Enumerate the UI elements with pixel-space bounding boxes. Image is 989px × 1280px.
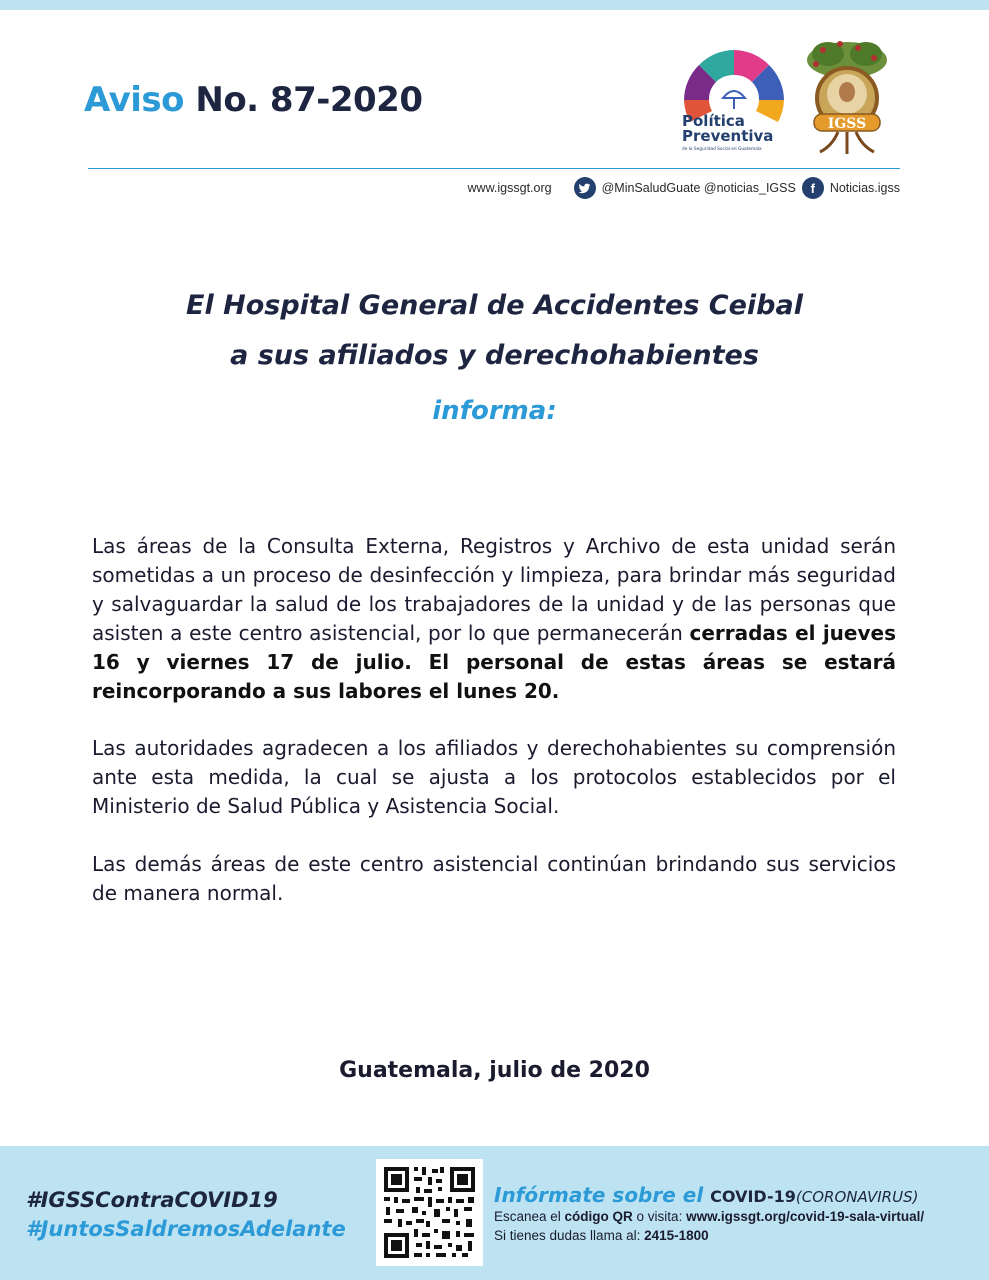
headline-informa: informa: bbox=[432, 396, 557, 426]
website-link[interactable]: www.igssgt.org bbox=[467, 181, 552, 195]
politica-preventiva-logo bbox=[678, 44, 790, 156]
social-links bbox=[468, 176, 900, 200]
covid-info-title-text: Infórmate sobre el bbox=[494, 1183, 711, 1207]
aviso-number: No. 87-2020 bbox=[195, 80, 423, 120]
page-title bbox=[84, 80, 422, 120]
covid-info bbox=[494, 1183, 964, 1245]
twitter-handles[interactable]: @MinSaludGuate @noticias_IGSS bbox=[601, 181, 796, 195]
header-divider bbox=[88, 168, 900, 169]
qr-code[interactable] bbox=[376, 1159, 483, 1266]
igss-logo bbox=[798, 36, 896, 156]
scan-line bbox=[494, 1207, 964, 1226]
phone-number[interactable]: 2415-1800 bbox=[644, 1228, 709, 1243]
paragraph-1-text: Las áreas de la Consulta Externa, Registros y Archivo de esta unidad serán sometidas a un proceso de desinfección y limpieza, para brindar más seguridad y salvaguardar la salud de los trabajadores de la unidad y de las personas que asisten a este centro asistencial, por lo que permanecerán bbox=[92, 534, 896, 645]
politica-text: Política bbox=[682, 112, 745, 130]
covid-label: COVID-19 bbox=[710, 1187, 796, 1206]
facebook-handle[interactable]: Noticias.igss bbox=[829, 181, 900, 195]
headline-line-2: a sus afiliados y derechohabientes bbox=[230, 340, 759, 371]
covid-info-title bbox=[494, 1183, 964, 1207]
headline-line-1: El Hospital General de Accidentes Ceibal bbox=[186, 290, 803, 321]
paragraph-3: Las demás áreas de este centro asistencial continúan brindando sus servicios de manera normal. bbox=[92, 852, 896, 905]
paragraph-2: Las autoridades agradecen a los afiliados y derechohabientes su comprensión ante esta medida, la cual se ajusta a los protocolos establecidos por el Ministerio de Salud Pública y Asistencia Social. bbox=[92, 736, 896, 818]
politica-sub: de la Seguridad Social en Guatemala bbox=[682, 147, 762, 152]
scan-prefix: Escanea el bbox=[494, 1209, 565, 1224]
igss-logo-text: IGSS bbox=[827, 116, 867, 132]
covid-url-link[interactable]: www.igssgt.org/covid-19-sala-virtual/ bbox=[686, 1209, 925, 1224]
scan-qr-label: código QR bbox=[564, 1209, 633, 1224]
preventiva-text: Preventiva bbox=[682, 127, 774, 145]
signoff-date: Guatemala, julio de 2020 bbox=[339, 1058, 650, 1083]
paragraph-1 bbox=[92, 532, 896, 706]
coronavirus-label: (CORONAVIRUS) bbox=[795, 1188, 919, 1206]
hashtags bbox=[26, 1186, 346, 1244]
scan-mid: o visita: bbox=[632, 1209, 687, 1224]
aviso-word: Aviso bbox=[84, 80, 185, 120]
call-line bbox=[494, 1226, 964, 1245]
facebook-icon: f bbox=[802, 177, 824, 199]
top-band bbox=[0, 0, 989, 10]
hashtag-igss: #IGSSContraCOVID19 bbox=[26, 1188, 278, 1212]
paragraph-1-bold: cerradas el jueves 16 y viernes 17 de julio. El personal de estas áreas se estará reincorporando a sus labores el lunes 20. bbox=[92, 621, 896, 703]
hashtag-juntos: #JuntosSaldremosAdelante bbox=[26, 1217, 346, 1241]
call-prefix: Si tienes dudas llama al: bbox=[494, 1228, 645, 1243]
twitter-icon bbox=[574, 177, 596, 199]
